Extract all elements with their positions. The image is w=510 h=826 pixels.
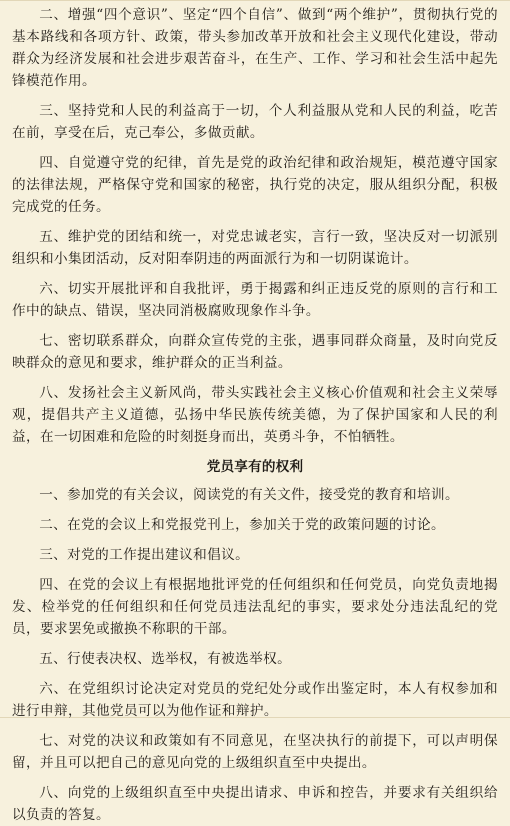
duty-paragraph-3: 三、坚持党和人民的利益高于一切，个人利益服从党和人民的利益，吃苦在前，享受在后，克己奉公，多做贡献。 [12, 103, 498, 141]
right-paragraph-8: 八、向党的上级组织直至中央提出请求、申诉和控告，并要求有关组织给以负责的答复。 [12, 785, 498, 823]
duty-paragraph-6: 六、切实开展批评和自我批评，勇于揭露和纠正违反党的原则的言行和工作中的缺点、错误，坚决同消极腐败现象作斗争。 [12, 281, 498, 319]
right-paragraph-1: 一、参加党的有关会议，阅读党的有关文件，接受党的教育和培训。 [39, 487, 459, 503]
right-paragraph-3: 三、对党的工作提出建议和倡议。 [39, 547, 250, 563]
right-paragraph-4: 四、在党的会议上有根据地批评党的任何组织和任何党员，向党负责地揭发、检举党的任何组织和任何党员违法乱纪的事实，要求处分违法乱纪的党员，要求罢免或撤换不称职的干部。 [12, 577, 498, 637]
duty-paragraph-2: 二、增强“四个意识”、坚定“四个自信”、做到“两个维护”，贯彻执行党的基本路线和各项方针、政策，带头参加改革开放和社会主义现代化建设，带动群众为经济发展和社会进步艰苦奋斗，在生产、工作、学习和社会生活中起先锋模范作用。 [12, 7, 498, 89]
right-paragraph-7: 七、对党的决议和政策如有不同意见，在坚决执行的前提下，可以声明保留，并且可以把自己的意见向党的上级组织直至中央提出。 [12, 733, 498, 771]
duty-paragraph-5: 五、维护党的团结和统一，对党忠诚老实，言行一致，坚决反对一切派别组织和小集团活动，反对阳奉阴违的两面派行为和一切阴谋诡计。 [12, 229, 498, 267]
right-paragraph-6: 六、在党组织讨论决定对党员的党纪处分或作出鉴定时，本人有权参加和进行申辩，其他党员可以为他作证和辩护。 [12, 681, 498, 719]
right-paragraph-2: 二、在党的会议上和党报党刊上，参加关于党的政策问题的讨论。 [39, 517, 446, 533]
duty-paragraph-4: 四、自觉遵守党的纪律，首先是党的政治纪律和政治规矩，模范遵守国家的法律法规，严格保守党和国家的秘密，执行党的决定，服从组织分配，积极完成党的任务。 [12, 155, 498, 215]
party-member-rights-section [12, 484, 498, 826]
right-paragraph-5: 五、行使表决权、选举权，有被选举权。 [39, 651, 292, 667]
party-member-duties-section [12, 4, 498, 448]
duty-paragraph-8: 八、发扬社会主义新风尚，带头实践社会主义核心价值观和社会主义荣辱观，提倡共产主义道德，弘扬中华民族传统美德，为了保护国家和人民的利益，在一切困难和危险的时刻挺身而出，英勇斗争，不怕牺牲。 [12, 385, 498, 445]
rights-heading: 党员享有的权利 [206, 459, 304, 475]
duty-paragraph-7: 七、密切联系群众，向群众宣传党的主张，遇事同群众商量，及时向党反映群众的意见和要求，维护群众的正当利益。 [12, 333, 498, 371]
